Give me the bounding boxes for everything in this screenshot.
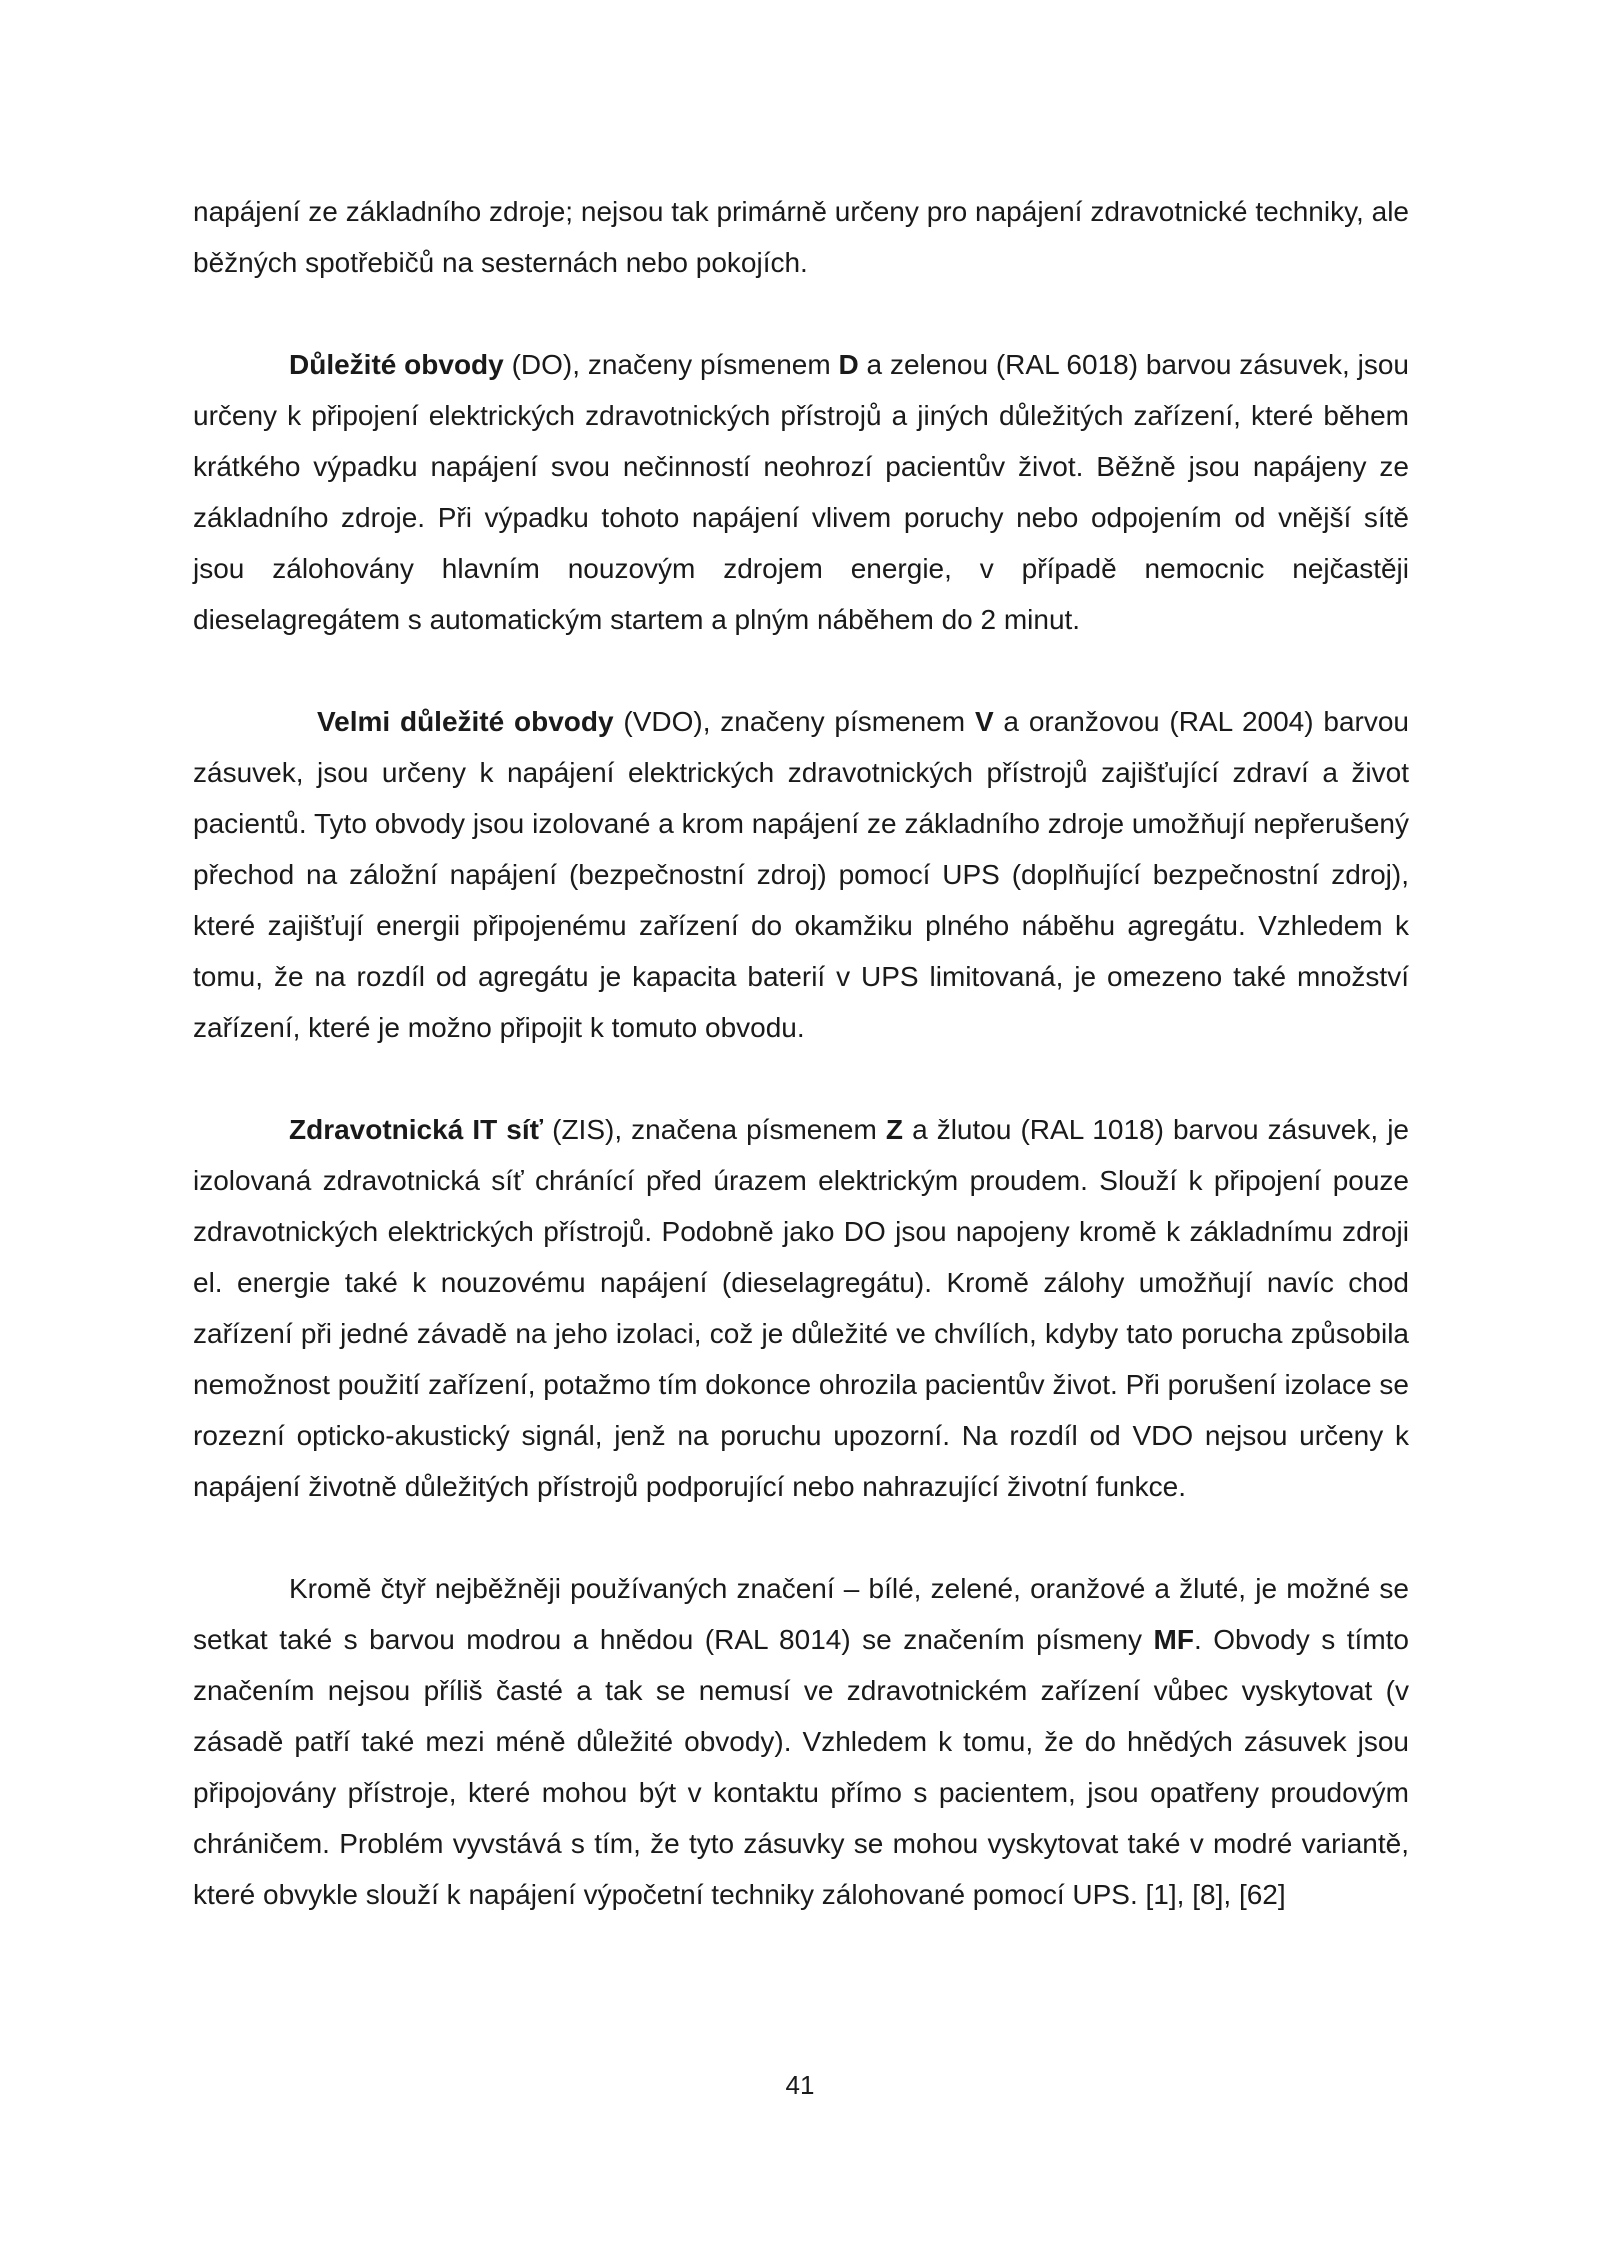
marking-letter-d: D	[838, 349, 859, 380]
page-number: 41	[785, 2070, 815, 2100]
citation-link[interactable]: [8]	[1192, 1879, 1224, 1910]
paragraph-text: (VDO), značeny písmenem	[613, 706, 975, 737]
paragraph-text: a zelenou (RAL 6018) barvou zásuvek, jsou určeny k připojení elektrických zdravotnických přístrojů a jiných důležitých zařízení, které během krátkého výpadku napájení svou nečinností neohrozí pacientův život. Běžně jsou napájeny ze základního zdroje. Při výpadku tohoto napájení vlivem poruchy nebo odpojením od vnější sítě jsou zálohovány hlavním nouzovým zdrojem energie, v případě nemocnic nejčastěji dieselagregátem s automatickým startem a plným náběhem do 2 minut.	[193, 349, 1409, 635]
paragraph-text: (DO), značeny písmenem	[503, 349, 839, 380]
paragraph-continuation	[193, 186, 1409, 288]
body-text	[193, 186, 1409, 1920]
term-dulezite-obvody: Důležité obvody	[289, 349, 504, 380]
paragraph-dalsi-znaceni	[193, 1563, 1409, 1920]
paragraph-text: napájení ze základního zdroje; nejsou tak primárně určeny pro napájení zdravotnické techniky, ale běžných spotřebičů na sesternách nebo pokojích.	[193, 196, 1409, 278]
citation-link[interactable]: [1]	[1145, 1879, 1177, 1910]
paragraph-dulezite-obvody	[193, 339, 1409, 645]
paragraph-text: Kromě čtyř nejběžněji používaných značení – bílé, zelené, oranžové a žluté, je možné se setkat také s barvou modrou a hnědou (RAL 8014) se značením písmeny	[193, 1573, 1409, 1655]
paragraph-text: a žlutou (RAL 1018) barvou zásuvek, je izolovaná zdravotnická síť chránící před úrazem elektrickým proudem. Slouží k připojení pouze zdravotnických elektrických přístrojů. Podobně jako DO jsou napojeny kromě k základnímu zdroji el. energie také k nouzovému napájení (dieselagregátu). Kromě zálohy umožňují navíc chod zařízení při jedné závadě na jeho izolaci, což je důležité ve chvílích, kdyby tato porucha způsobila nemožnost použití zařízení, potažmo tím dokonce ohrozila pacientův život. Při porušení izolace se rozezní opticko-akustický signál, jenž na poruchu upozorní. Na rozdíl od VDO nejsou určeny k napájení životně důležitých přístrojů podporující nebo nahrazující životní funkce.	[193, 1114, 1410, 1502]
citation-separator: ,	[1176, 1879, 1193, 1910]
paragraph-text: (ZIS), značena písmenem	[543, 1114, 886, 1145]
paragraph-text: a oranžovou (RAL 2004) barvou zásuvek, jsou určeny k napájení elektrických zdravotnických přístrojů zajišťující zdraví a život pacientů. Tyto obvody jsou izolované a krom napájení ze základního zdroje umožňují nepřerušený přechod na záložní napájení (bezpečnostní zdroj) pomocí UPS (doplňující bezpečnostní zdroj), které zajišťují energii připojenému zařízení do okamžiku plného náběhu agregátu. Vzhledem k tomu, že na rozdíl od agregátu je kapacita baterií v UPS limitovaná, je omezeno také množství zařízení, které je možno připojit k tomuto obvodu.	[193, 706, 1409, 1043]
paragraph-zdravotnicka-it-sit	[193, 1104, 1409, 1512]
marking-letter-z: Z	[885, 1114, 903, 1145]
marking-letters-mf: MF	[1153, 1624, 1194, 1655]
citation-link[interactable]: [62]	[1238, 1879, 1286, 1910]
citation-separator: ,	[1223, 1879, 1239, 1910]
paragraph-text: . Obvody s tímto značením nejsou příliš časté a tak se nemusí ve zdravotnickém zařízení vůbec vyskytovat (v zásadě patří také mezi méně důležité obvody). Vzhledem k tomu, že do hnědých zásuvek jsou připojovány přístroje, které mohou být v kontaktu přímo s pacientem, jsou opatřeny proudovým chráničem. Problém vyvstává s tím, že tyto zásuvky se mohou vyskytovat také v modré variantě, které obvykle slouží k napájení výpočetní techniky zálohované pomocí UPS.	[193, 1624, 1409, 1910]
paragraph-velmi-dulezite-obvody	[193, 696, 1409, 1053]
term-velmi-dulezite-obvody: Velmi důležité obvody	[317, 706, 614, 737]
term-zdravotnicka-it-sit: Zdravotnická IT síť	[289, 1114, 544, 1145]
marking-letter-v: V	[974, 706, 994, 737]
